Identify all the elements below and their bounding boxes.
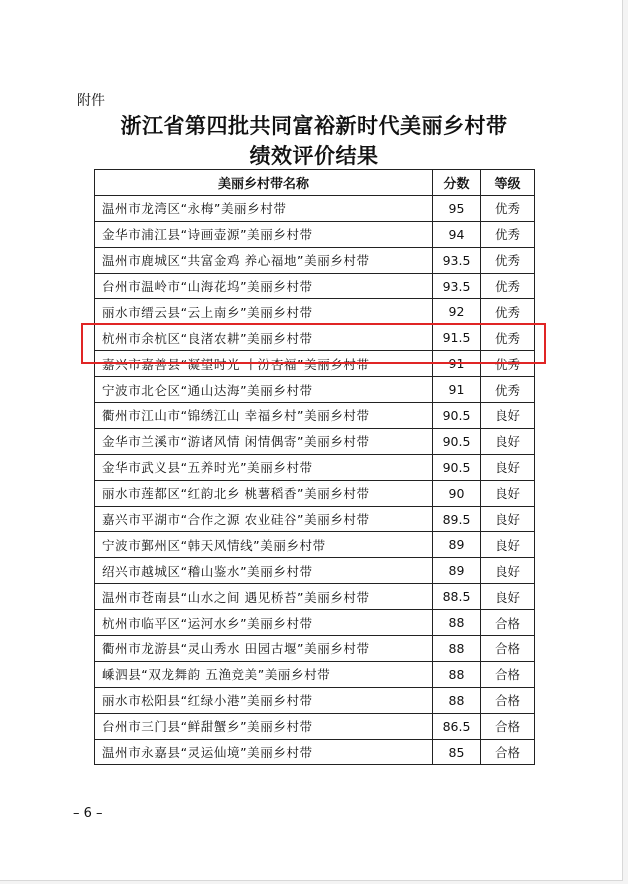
page-number: – 6 – xyxy=(73,806,103,821)
row-score: 88.5 xyxy=(433,584,481,610)
table-row xyxy=(95,454,535,480)
row-score: 88 xyxy=(433,610,481,636)
row-grade: 优秀 xyxy=(481,247,535,273)
row-grade: 优秀 xyxy=(481,221,535,247)
row-score: 89.5 xyxy=(433,506,481,532)
table-header-row xyxy=(95,170,535,196)
table-row xyxy=(95,687,535,713)
row-score: 90 xyxy=(433,480,481,506)
row-score: 91.5 xyxy=(433,325,481,351)
row-name: 温州市龙湾区“永梅”美丽乡村带 xyxy=(95,195,433,221)
row-score: 88 xyxy=(433,661,481,687)
header-score: 分数 xyxy=(433,170,481,196)
row-name: 金华市武义县“五养时光”美丽乡村带 xyxy=(95,454,433,480)
row-score: 90.5 xyxy=(433,454,481,480)
row-name: 宁波市北仑区“通山达海”美丽乡村带 xyxy=(95,377,433,403)
row-name: 金华市兰溪市“游诸风情 闲情偶寄”美丽乡村带 xyxy=(95,428,433,454)
row-score: 93.5 xyxy=(433,247,481,273)
row-score: 95 xyxy=(433,195,481,221)
header-name: 美丽乡村带名称 xyxy=(95,170,433,196)
row-grade: 优秀 xyxy=(481,299,535,325)
table-row xyxy=(95,506,535,532)
row-grade: 优秀 xyxy=(481,195,535,221)
row-name: 杭州市临平区“运河水乡”美丽乡村带 xyxy=(95,610,433,636)
table-row xyxy=(95,195,535,221)
row-name: 金华市浦江县“诗画壶源”美丽乡村带 xyxy=(95,221,433,247)
table-row xyxy=(95,273,535,299)
table-row xyxy=(95,480,535,506)
row-name: 绍兴市越城区“稽山鉴水”美丽乡村带 xyxy=(95,558,433,584)
table-row xyxy=(95,584,535,610)
table-row xyxy=(95,247,535,273)
row-name: 台州市温岭市“山海花坞”美丽乡村带 xyxy=(95,273,433,299)
row-name: 丽水市缙云县“云上南乡”美丽乡村带 xyxy=(95,299,433,325)
table-row xyxy=(95,713,535,739)
row-name: 温州市鹿城区“共富金鸡 养心福地”美丽乡村带 xyxy=(95,247,433,273)
results-table xyxy=(94,169,535,765)
table-row xyxy=(95,221,535,247)
row-score: 89 xyxy=(433,558,481,584)
row-score: 86.5 xyxy=(433,713,481,739)
row-name: 丽水市莲都区“红韵北乡 桃薯稻香”美丽乡村带 xyxy=(95,480,433,506)
row-name: 衢州市江山市“锦绣江山 幸福乡村”美丽乡村带 xyxy=(95,403,433,429)
table-row xyxy=(95,299,535,325)
row-name: 丽水市松阳县“红绿小港”美丽乡村带 xyxy=(95,687,433,713)
row-grade: 优秀 xyxy=(481,377,535,403)
row-grade: 优秀 xyxy=(481,273,535,299)
document-title: 浙江省第四批共同富裕新时代美丽乡村带 xyxy=(120,113,508,138)
row-grade: 合格 xyxy=(481,739,535,765)
row-name: 温州市苍南县“山水之间 遇见桥苔”美丽乡村带 xyxy=(95,584,433,610)
table-row xyxy=(95,610,535,636)
attachment-label: 附件 xyxy=(77,93,105,109)
row-score: 90.5 xyxy=(433,428,481,454)
table-row xyxy=(95,351,535,377)
table-row-highlighted xyxy=(95,325,535,351)
row-score: 88 xyxy=(433,636,481,662)
row-grade: 合格 xyxy=(481,713,535,739)
row-name: 温州市永嘉县“灵运仙境”美丽乡村带 xyxy=(95,739,433,765)
row-score: 88 xyxy=(433,687,481,713)
table-row xyxy=(95,428,535,454)
row-score: 91 xyxy=(433,351,481,377)
table-row xyxy=(95,739,535,765)
row-grade: 良好 xyxy=(481,428,535,454)
row-grade: 合格 xyxy=(481,636,535,662)
table-row xyxy=(95,661,535,687)
row-grade: 优秀 xyxy=(481,325,535,351)
row-name: 宁波市鄞州区“韩天风情线”美丽乡村带 xyxy=(95,532,433,558)
row-grade: 合格 xyxy=(481,610,535,636)
table-body xyxy=(95,195,535,765)
row-name: 杭州市余杭区“良渚农耕”美丽乡村带 xyxy=(95,325,433,351)
row-name: 嘉兴市嘉善县“凝望时光 十汾杏福”美丽乡村带 xyxy=(95,351,433,377)
row-grade: 合格 xyxy=(481,687,535,713)
row-grade: 良好 xyxy=(481,532,535,558)
row-name: 嵊泗县“双龙舞韵 五渔竞美”美丽乡村带 xyxy=(95,661,433,687)
row-score: 85 xyxy=(433,739,481,765)
row-grade: 优秀 xyxy=(481,351,535,377)
table-row xyxy=(95,377,535,403)
row-grade: 合格 xyxy=(481,661,535,687)
row-score: 92 xyxy=(433,299,481,325)
header-grade: 等级 xyxy=(481,170,535,196)
row-score: 94 xyxy=(433,221,481,247)
table-row xyxy=(95,532,535,558)
table-row xyxy=(95,558,535,584)
row-grade: 良好 xyxy=(481,454,535,480)
table-row xyxy=(95,636,535,662)
row-grade: 良好 xyxy=(481,558,535,584)
table-row xyxy=(95,403,535,429)
row-grade: 良好 xyxy=(481,480,535,506)
row-score: 89 xyxy=(433,532,481,558)
row-grade: 良好 xyxy=(481,584,535,610)
row-name: 嘉兴市平湖市“合作之源 农业硅谷”美丽乡村带 xyxy=(95,506,433,532)
row-score: 91 xyxy=(433,377,481,403)
row-name: 衢州市龙游县“灵山秀水 田园古堰”美丽乡村带 xyxy=(95,636,433,662)
row-grade: 良好 xyxy=(481,506,535,532)
row-name: 台州市三门县“鲜甜蟹乡”美丽乡村带 xyxy=(95,713,433,739)
row-grade: 良好 xyxy=(481,403,535,429)
row-score: 90.5 xyxy=(433,403,481,429)
row-score: 93.5 xyxy=(433,273,481,299)
document-subtitle: 绩效评价结果 xyxy=(249,143,379,168)
